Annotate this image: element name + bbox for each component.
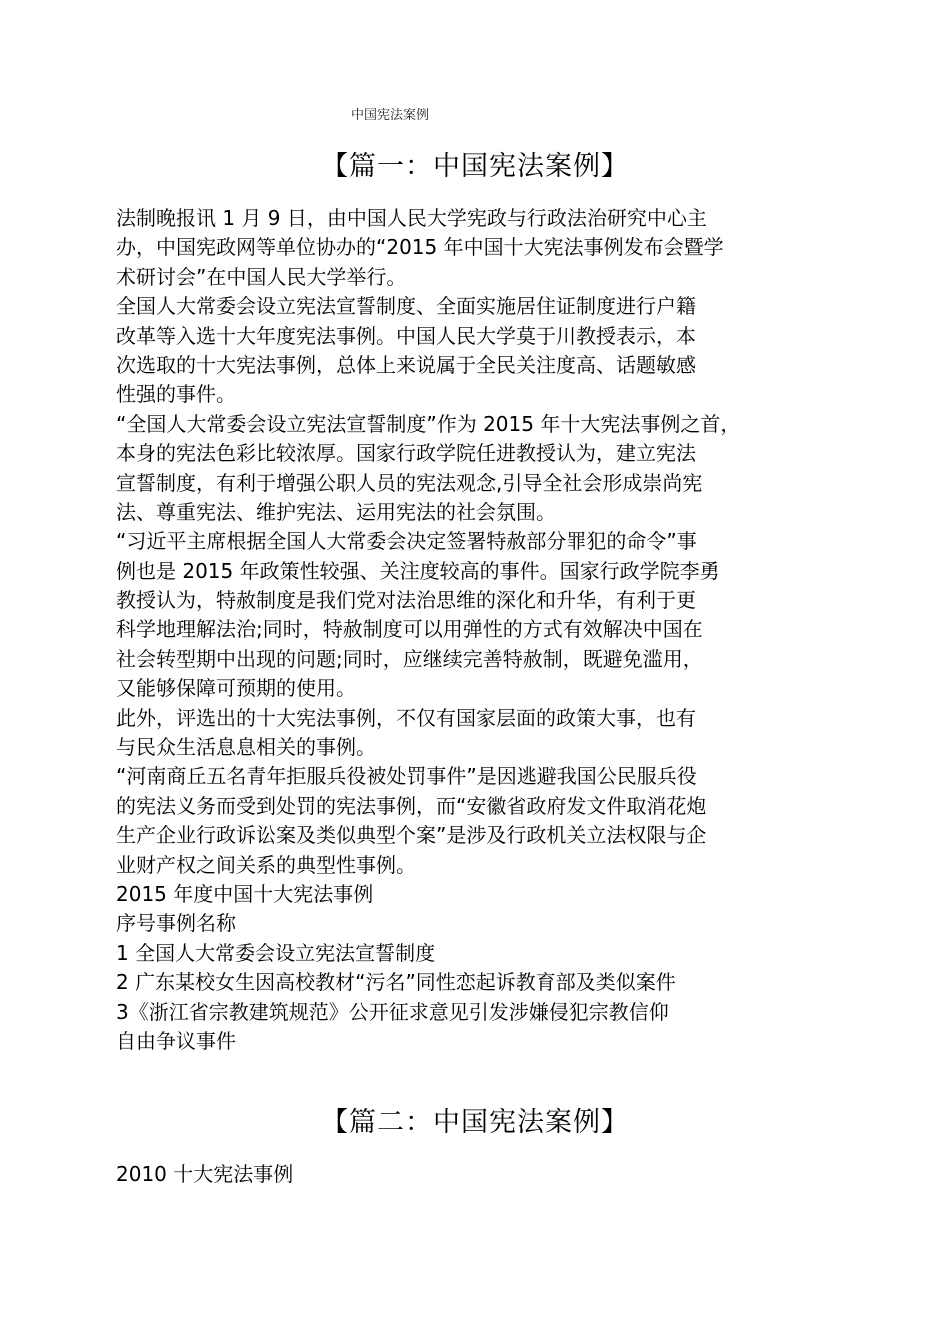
section-2-title: 【篇二：中国宪法案例】 bbox=[321, 1107, 629, 1138]
body-line: “全国人大常委会设立宪法宣誓制度”作为 2015 年十大宪法事例之首， bbox=[116, 411, 741, 436]
body-line: “习近平主席根据全国人大常委会决定签署特赦部分罪犯的命令”事 bbox=[116, 529, 697, 554]
body-line: 性强的事件。 bbox=[116, 382, 236, 407]
list-item: 3《浙江省宗教建筑规范》公开征求意见引发涉嫌侵犯宗教信仰 bbox=[116, 999, 669, 1024]
body-line: 生产企业行政诉讼案及类似典型个案”是涉及行政机关立法权限与企 bbox=[116, 823, 707, 848]
list-item: 1 全国人大常委会设立宪法宣誓制度 bbox=[116, 940, 436, 965]
body-line: 办，中国宪政网等单位协办的“2015 年中国十大宪法事例发布会暨学 bbox=[116, 235, 724, 260]
body-line: 全国人大常委会设立宪法宣誓制度、全面实施居住证制度进行户籍 bbox=[116, 294, 696, 319]
body-line: 例也是 2015 年政策性较强、关注度较高的事件。国家行政学院李勇 bbox=[116, 558, 720, 583]
body-line: 业财产权之间关系的典型性事例。 bbox=[116, 852, 416, 877]
body-line: 次选取的十大宪法事例，总体上来说属于全民关注度高、话题敏感 bbox=[116, 352, 696, 377]
list-item: 2 广东某校女生因高校教材“污名”同性恋起诉教育部及类似案件 bbox=[116, 970, 676, 995]
body-line: 宣誓制度，有利于增强公职人员的宪法观念,引导全社会形成崇尚宪 bbox=[116, 470, 703, 495]
list-item-continuation: 自由争议事件 bbox=[116, 1028, 236, 1053]
section-1-title: 【篇一：中国宪法案例】 bbox=[321, 151, 629, 182]
body-line: 的宪法义务而受到处罚的宪法事例，而“安徽省政府发文件取消花炮 bbox=[116, 793, 707, 818]
body-line: 与民众生活息息相关的事例。 bbox=[116, 735, 376, 760]
body-line: 科学地理解法治;同时，特赦制度可以用弹性的方式有效解决中国在 bbox=[116, 617, 703, 642]
body-line: 法、尊重宪法、维护宪法、运用宪法的社会氛围。 bbox=[116, 499, 556, 524]
body-line: 社会转型期中出现的问题;同时，应继续完善特赦制，既避免滥用， bbox=[116, 646, 703, 671]
list-column-header: 序号事例名称 bbox=[116, 911, 236, 936]
list-heading: 2015 年度中国十大宪法事例 bbox=[116, 881, 374, 906]
body-line: 术研讨会”在中国人民大学举行。 bbox=[116, 264, 407, 289]
body-line: 2010 十大宪法事例 bbox=[116, 1162, 294, 1186]
body-line: 又能够保障可预期的使用。 bbox=[116, 676, 356, 701]
body-line: 改革等入选十大年度宪法事例。中国人民大学莫于川教授表示，本 bbox=[116, 323, 696, 348]
body-line: “河南商丘五名青年拒服兵役被处罚事件”是因逃避我国公民服兵役 bbox=[116, 764, 697, 789]
section-2-body bbox=[116, 1160, 856, 1189]
running-header: 中国宪法案例 bbox=[351, 108, 430, 123]
body-line: 教授认为，特赦制度是我们党对法治思维的深化和升华，有利于更 bbox=[116, 588, 696, 613]
section-1-body bbox=[116, 204, 856, 1056]
body-line: 法制晚报讯 1 月 9 日，由中国人民大学宪政与行政法治研究中心主 bbox=[116, 206, 707, 230]
body-line: 此外，评选出的十大宪法事例，不仅有国家层面的政策大事，也有 bbox=[116, 705, 696, 730]
body-line: 本身的宪法色彩比较浓厚。国家行政学院任进教授认为，建立宪法 bbox=[116, 441, 696, 466]
